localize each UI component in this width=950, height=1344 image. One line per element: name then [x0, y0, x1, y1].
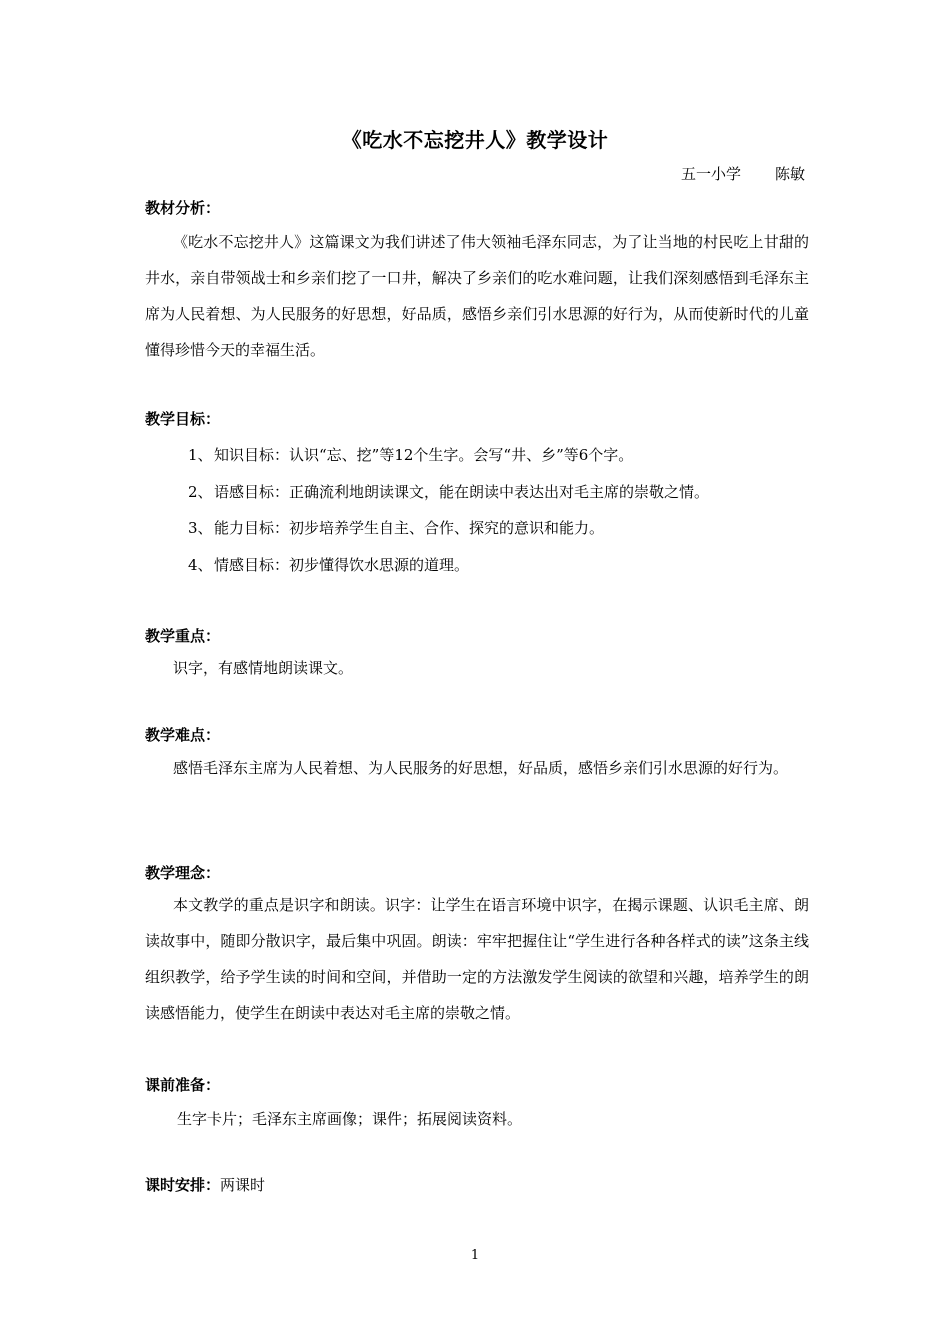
objective-item	[188, 554, 469, 575]
objective-text: 语感目标：正确流利地朗读课文，能在朗读中表达出对毛主席的崇敬之情。	[214, 483, 710, 501]
section-body-philosophy: 本文教学的重点是识字和朗读。识字：让学生在语言环境中识字，在揭示课题、认识毛主席、朗读故事中，随即分散识字，最后集中巩固。朗读：牢牢把握住让“学生进行各种各样式的读”这条主线组织教学，给予学生读的时间和空间，并借助一定的方法激发学生阅读的欲望和兴趣，培养学生的朗读感悟能力，使学生在朗读中表达对毛主席的崇敬之情。	[145, 896, 809, 1022]
document-title: 《吃水不忘挖井人》教学设计	[341, 128, 609, 152]
objective-text: 情感目标：初步懂得饮水思源的道理。	[214, 556, 470, 574]
objective-item	[188, 517, 604, 538]
objective-number: 1、	[188, 446, 213, 464]
schedule-line	[145, 1174, 265, 1195]
school-name: 五一小学	[680, 165, 741, 183]
objective-number: 2、	[188, 483, 213, 501]
section-body-key-points: 识字，有感情地朗读课文。	[173, 659, 354, 677]
objective-number: 3、	[188, 519, 213, 537]
section-heading-preparation: 课前准备：	[145, 1076, 221, 1094]
section-body-preparation: 生字卡片；毛泽东主席画像；课件；拓展阅读资料。	[177, 1110, 523, 1128]
objective-text: 知识目标：认识“忘、挖”等12个生字。会写“井、乡”等6个字。	[214, 446, 634, 464]
byline	[681, 163, 805, 184]
section-heading-philosophy: 教学理念：	[145, 864, 221, 882]
section-heading-key-points: 教学重点：	[145, 627, 221, 645]
section-body-difficulties: 感悟毛泽东主席为人民着想、为人民服务的好思想，好品质，感悟乡亲们引水思源的好行为。	[173, 759, 789, 777]
objective-item	[188, 481, 709, 502]
objective-number: 4、	[188, 556, 213, 574]
section-heading-difficulties: 教学难点：	[145, 726, 221, 744]
author-name: 陈敏	[774, 165, 805, 183]
section-heading-analysis: 教材分析：	[145, 199, 221, 217]
objective-text: 能力目标：初步培养学生自主、合作、探究的意识和能力。	[214, 519, 605, 537]
page-number: 1	[470, 1248, 480, 1263]
section-heading-objectives: 教学目标：	[145, 410, 221, 428]
section-body-analysis: 《吃水不忘挖井人》这篇课文为我们讲述了伟大领袖毛泽东同志，为了让当地的村民吃上甘甜的井水，亲自带领战士和乡亲们挖了一口井，解决了乡亲们的吃水难问题，让我们深刻感悟到毛泽东主席为人民着想、为人民服务的好思想，好品质，感悟乡亲们引水思源的好行为，从而使新时代的儿童懂得珍惜今天的幸福生活。	[145, 233, 809, 359]
section-body-schedule: 两课时	[220, 1176, 266, 1194]
objective-item	[188, 444, 633, 465]
section-heading-schedule: 课时安排：	[145, 1176, 221, 1194]
